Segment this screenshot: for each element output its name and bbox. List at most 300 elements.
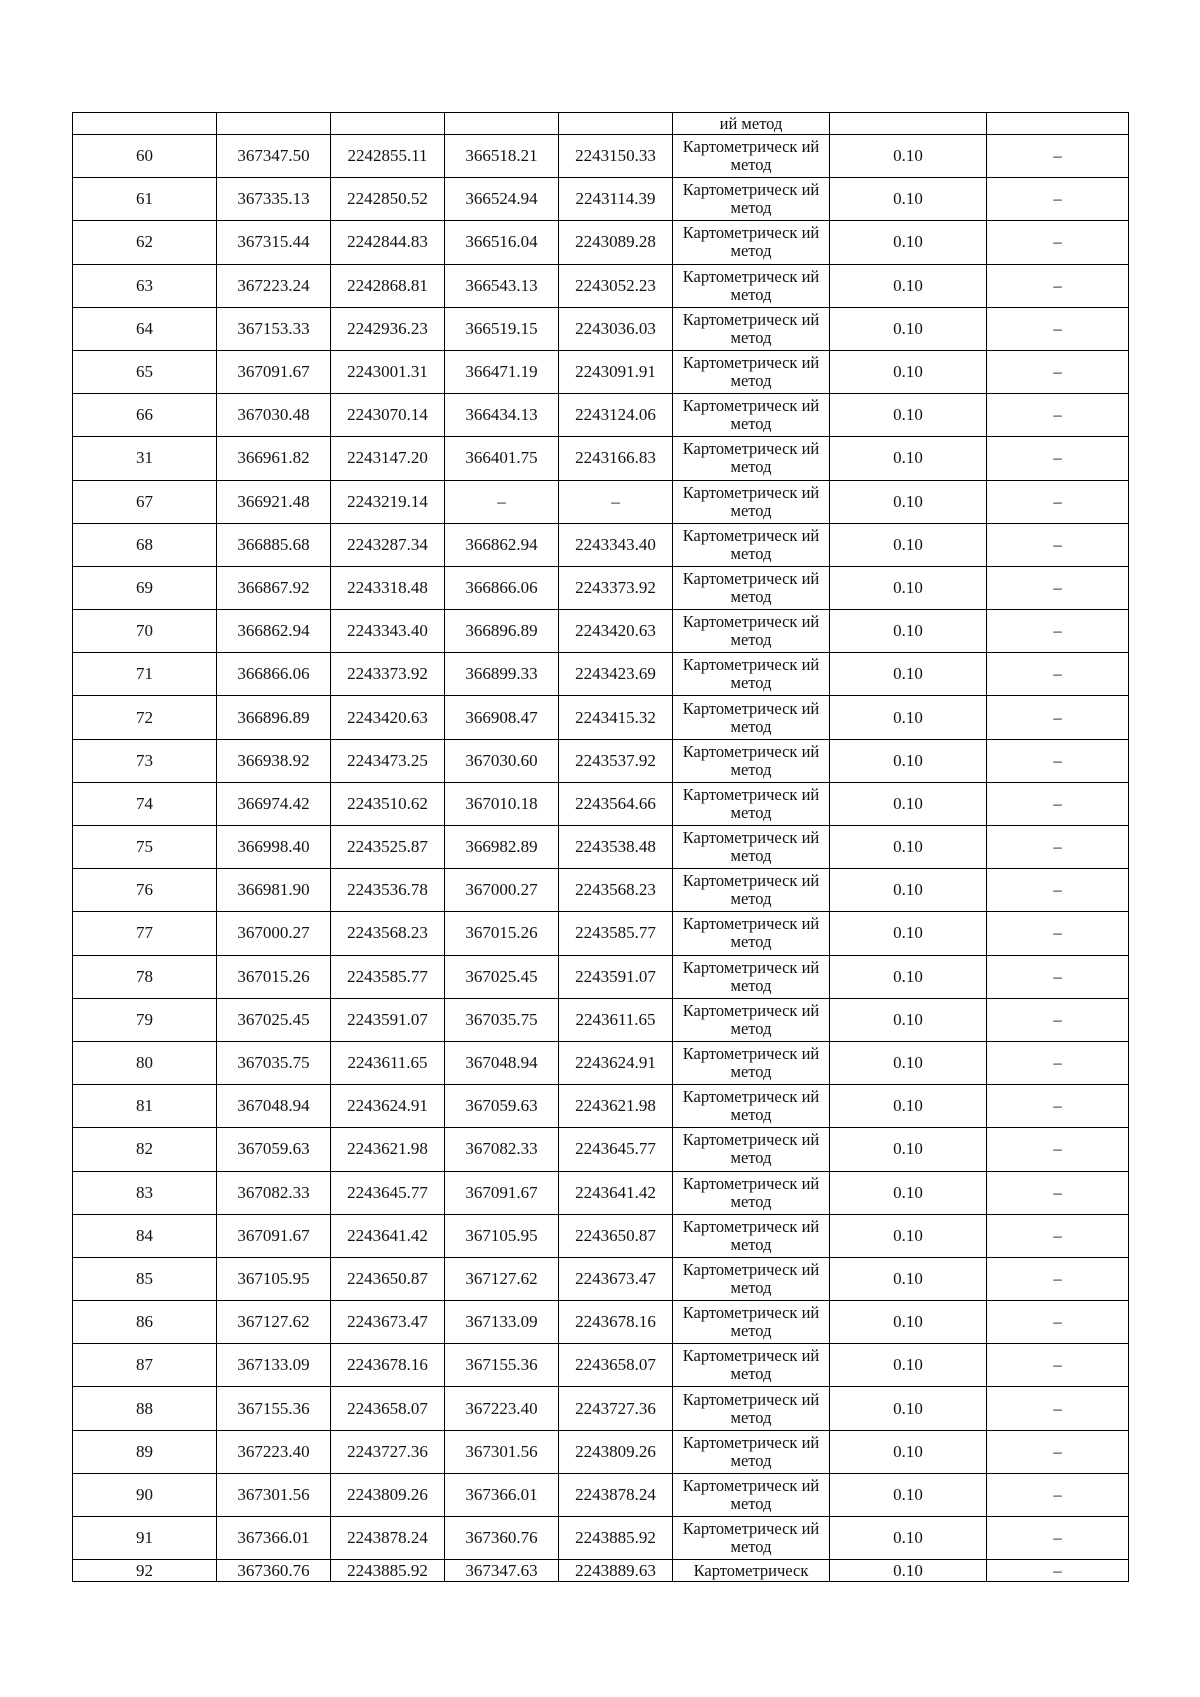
cell-y2: 2243114.39 — [559, 178, 673, 221]
cell-note: – — [987, 1517, 1129, 1560]
cell-x1: 367030.48 — [217, 394, 331, 437]
cell-y1: 2242936.23 — [331, 307, 445, 350]
table-row — [73, 610, 1129, 653]
cell-x1: 366885.68 — [217, 523, 331, 566]
cell-x2: 367127.62 — [445, 1257, 559, 1300]
cell-precision: 0.10 — [830, 566, 987, 609]
cell-x2: 367035.75 — [445, 998, 559, 1041]
cell-point: 69 — [73, 566, 217, 609]
cell-method: Картометрическ ий метод — [673, 350, 830, 393]
cell-x1: 367091.67 — [217, 1214, 331, 1257]
cell-x2: 366434.13 — [445, 394, 559, 437]
cell-point: 88 — [73, 1387, 217, 1430]
cell-y2: 2243678.16 — [559, 1301, 673, 1344]
cell-x1: 367000.27 — [217, 912, 331, 955]
table-row — [73, 912, 1129, 955]
cell-point: 70 — [73, 610, 217, 653]
cell-x2: 366471.19 — [445, 350, 559, 393]
cell-method: Картометрическ ий метод — [673, 1128, 830, 1171]
cell-x2: 366518.21 — [445, 135, 559, 178]
cell-y1: 2243885.92 — [331, 1560, 445, 1582]
cell-x2 — [445, 113, 559, 135]
cell-x1: 367223.40 — [217, 1430, 331, 1473]
cell-precision: 0.10 — [830, 1430, 987, 1473]
cell-point: 77 — [73, 912, 217, 955]
cell-x1: 367082.33 — [217, 1171, 331, 1214]
cell-y1: 2243473.25 — [331, 739, 445, 782]
cell-y1: 2242855.11 — [331, 135, 445, 178]
coordinates-table — [72, 112, 1129, 1582]
table-row — [73, 307, 1129, 350]
cell-y2: 2243166.83 — [559, 437, 673, 480]
cell-x1: 366974.42 — [217, 782, 331, 825]
cell-precision: 0.10 — [830, 437, 987, 480]
cell-precision: 0.10 — [830, 912, 987, 955]
cell-y2: 2243624.91 — [559, 1041, 673, 1084]
cell-note: – — [987, 998, 1129, 1041]
cell-point: 62 — [73, 221, 217, 264]
cell-method: Картометрическ ий метод — [673, 1517, 830, 1560]
cell-y2: 2243809.26 — [559, 1430, 673, 1473]
cell-y1: 2243147.20 — [331, 437, 445, 480]
cell-y1: 2243641.42 — [331, 1214, 445, 1257]
continuation-row — [73, 113, 1129, 135]
cell-x1: 366867.92 — [217, 566, 331, 609]
cell-x2: 366401.75 — [445, 437, 559, 480]
table-row — [73, 826, 1129, 869]
cell-note: – — [987, 1085, 1129, 1128]
cell-y1: 2242868.81 — [331, 264, 445, 307]
cell-y2: 2243537.92 — [559, 739, 673, 782]
cell-note: – — [987, 307, 1129, 350]
cell-point — [73, 113, 217, 135]
cell-method: Картометрическ ий метод — [673, 869, 830, 912]
cell-note: – — [987, 955, 1129, 998]
cell-x1: 366862.94 — [217, 610, 331, 653]
cell-x2: 366982.89 — [445, 826, 559, 869]
cell-x1: 367301.56 — [217, 1473, 331, 1516]
cell-x2: 366896.89 — [445, 610, 559, 653]
cell-point: 31 — [73, 437, 217, 480]
cell-point: 61 — [73, 178, 217, 221]
cell-y1: 2243287.34 — [331, 523, 445, 566]
cell-y2: 2243641.42 — [559, 1171, 673, 1214]
cell-precision: 0.10 — [830, 1301, 987, 1344]
cell-y1: 2243624.91 — [331, 1085, 445, 1128]
cell-y1: 2243650.87 — [331, 1257, 445, 1300]
cell-y1: 2243343.40 — [331, 610, 445, 653]
cell-method: Картометрическ ий метод — [673, 178, 830, 221]
cell-x2: 366516.04 — [445, 221, 559, 264]
cell-x2: 366866.06 — [445, 566, 559, 609]
cell-point: 76 — [73, 869, 217, 912]
cell-y1: 2243878.24 — [331, 1517, 445, 1560]
cell-precision: 0.10 — [830, 1473, 987, 1516]
cell-note: – — [987, 566, 1129, 609]
cell-y1: 2243568.23 — [331, 912, 445, 955]
cell-y1: 2243658.07 — [331, 1387, 445, 1430]
cell-precision: 0.10 — [830, 394, 987, 437]
cell-precision: 0.10 — [830, 178, 987, 221]
cell-x1: 367366.01 — [217, 1517, 331, 1560]
cell-y1: 2243373.92 — [331, 653, 445, 696]
table-row — [73, 437, 1129, 480]
cell-method: Картометрическ ий метод — [673, 1085, 830, 1128]
cell-y2: 2243036.03 — [559, 307, 673, 350]
cell-x1: 367315.44 — [217, 221, 331, 264]
cell-y1: 2243611.65 — [331, 1041, 445, 1084]
cell-method: Картометрическ ий метод — [673, 566, 830, 609]
cell-y2: 2243591.07 — [559, 955, 673, 998]
cell-x2: 367366.01 — [445, 1473, 559, 1516]
cell-y2: 2243878.24 — [559, 1473, 673, 1516]
cell-note: – — [987, 1041, 1129, 1084]
cell-y1: 2243727.36 — [331, 1430, 445, 1473]
cell-note: – — [987, 696, 1129, 739]
cell-note: – — [987, 480, 1129, 523]
cell-x2: 367105.95 — [445, 1214, 559, 1257]
cell-y2: 2243885.92 — [559, 1517, 673, 1560]
cell-y2: 2243124.06 — [559, 394, 673, 437]
cell-precision: 0.10 — [830, 350, 987, 393]
cell-point: 78 — [73, 955, 217, 998]
cell-x1: 367059.63 — [217, 1128, 331, 1171]
cell-precision: 0.10 — [830, 1041, 987, 1084]
cell-y2: 2243091.91 — [559, 350, 673, 393]
cell-precision: 0.10 — [830, 782, 987, 825]
table-body — [73, 113, 1129, 1582]
cell-note: – — [987, 523, 1129, 566]
cell-y2: 2243089.28 — [559, 221, 673, 264]
cell-point: 90 — [73, 1473, 217, 1516]
cell-x2: 366908.47 — [445, 696, 559, 739]
cell-method: Картометрическ ий метод — [673, 1387, 830, 1430]
cell-x1 — [217, 113, 331, 135]
cell-x1: 367091.67 — [217, 350, 331, 393]
cell-method: Картометрическ ий метод — [673, 826, 830, 869]
cell-method: Картометрическ ий метод — [673, 1041, 830, 1084]
table-row — [73, 696, 1129, 739]
cell-note: – — [987, 869, 1129, 912]
cell-precision: 0.10 — [830, 1517, 987, 1560]
table-row — [73, 178, 1129, 221]
cell-point: 85 — [73, 1257, 217, 1300]
table-row — [73, 1387, 1129, 1430]
cell-note: – — [987, 264, 1129, 307]
cell-note — [987, 113, 1129, 135]
cell-point: 74 — [73, 782, 217, 825]
cell-method: Картометрическ ий метод — [673, 1344, 830, 1387]
cell-method: ий метод — [673, 113, 830, 135]
cell-y2: 2243415.32 — [559, 696, 673, 739]
cell-y2: 2243568.23 — [559, 869, 673, 912]
cell-x1: 367127.62 — [217, 1301, 331, 1344]
cell-point: 91 — [73, 1517, 217, 1560]
cell-x2: 367091.67 — [445, 1171, 559, 1214]
cell-note: – — [987, 1387, 1129, 1430]
cell-precision: 0.10 — [830, 307, 987, 350]
table-row — [73, 955, 1129, 998]
table-row — [73, 1128, 1129, 1171]
cell-note: – — [987, 1301, 1129, 1344]
cell-note: – — [987, 1560, 1129, 1582]
table-row — [73, 782, 1129, 825]
cell-precision: 0.10 — [830, 1560, 987, 1582]
cell-y2: 2243423.69 — [559, 653, 673, 696]
cell-x2: 367030.60 — [445, 739, 559, 782]
cell-y2: 2243621.98 — [559, 1085, 673, 1128]
table-row — [73, 523, 1129, 566]
cell-method: Картометрическ ий метод — [673, 523, 830, 566]
cell-x1: 367048.94 — [217, 1085, 331, 1128]
cell-y1: 2243510.62 — [331, 782, 445, 825]
cell-x2: 367048.94 — [445, 1041, 559, 1084]
cell-x1: 366981.90 — [217, 869, 331, 912]
table-row — [73, 221, 1129, 264]
cell-precision: 0.10 — [830, 264, 987, 307]
cell-point: 68 — [73, 523, 217, 566]
cell-method: Картометрическ ий метод — [673, 653, 830, 696]
cell-method: Картометрическ ий метод — [673, 1301, 830, 1344]
cell-y1: 2243621.98 — [331, 1128, 445, 1171]
cell-y1: 2243525.87 — [331, 826, 445, 869]
cell-y2: 2243611.65 — [559, 998, 673, 1041]
cell-method: Картометрическ ий метод — [673, 955, 830, 998]
cell-note: – — [987, 782, 1129, 825]
cell-x2: 366519.15 — [445, 307, 559, 350]
cell-point: 66 — [73, 394, 217, 437]
cell-note: – — [987, 826, 1129, 869]
cell-y2: 2243727.36 — [559, 1387, 673, 1430]
cell-note: – — [987, 350, 1129, 393]
cell-x2: 367347.63 — [445, 1560, 559, 1582]
cell-note: – — [987, 653, 1129, 696]
cell-point: 72 — [73, 696, 217, 739]
cell-y2: – — [559, 480, 673, 523]
cell-y2: 2243585.77 — [559, 912, 673, 955]
cell-x2: 367155.36 — [445, 1344, 559, 1387]
cell-x1: 367360.76 — [217, 1560, 331, 1582]
cell-note: – — [987, 1257, 1129, 1300]
cell-y1: 2243585.77 — [331, 955, 445, 998]
cell-point: 73 — [73, 739, 217, 782]
cell-method: Картометрическ ий метод — [673, 1430, 830, 1473]
cell-method: Картометрическ ий метод — [673, 782, 830, 825]
table-row — [73, 1344, 1129, 1387]
table-row — [73, 998, 1129, 1041]
cell-y2: 2243052.23 — [559, 264, 673, 307]
cell-point: 60 — [73, 135, 217, 178]
cell-method: Картометрическ ий метод — [673, 998, 830, 1041]
table-row — [73, 653, 1129, 696]
cell-precision: 0.10 — [830, 998, 987, 1041]
table-row — [73, 1214, 1129, 1257]
cell-point: 92 — [73, 1560, 217, 1582]
cell-point: 63 — [73, 264, 217, 307]
cell-method: Картометрическ ий метод — [673, 394, 830, 437]
cell-x1: 366998.40 — [217, 826, 331, 869]
cell-point: 86 — [73, 1301, 217, 1344]
cell-note: – — [987, 221, 1129, 264]
cell-x2: 367059.63 — [445, 1085, 559, 1128]
cell-note: – — [987, 1214, 1129, 1257]
cell-y1: 2243809.26 — [331, 1473, 445, 1516]
cell-x1: 367347.50 — [217, 135, 331, 178]
table-row — [73, 1041, 1129, 1084]
cell-point: 75 — [73, 826, 217, 869]
cell-y2: 2243650.87 — [559, 1214, 673, 1257]
cell-point: 84 — [73, 1214, 217, 1257]
cell-precision: 0.10 — [830, 1387, 987, 1430]
cell-y1: 2243673.47 — [331, 1301, 445, 1344]
cell-x1: 367153.33 — [217, 307, 331, 350]
cell-y1: 2243678.16 — [331, 1344, 445, 1387]
cell-method: Картометрическ ий метод — [673, 912, 830, 955]
cell-x1: 366896.89 — [217, 696, 331, 739]
cell-x1: 367335.13 — [217, 178, 331, 221]
cell-precision — [830, 113, 987, 135]
cell-y1 — [331, 113, 445, 135]
table-row — [73, 869, 1129, 912]
cell-precision: 0.10 — [830, 653, 987, 696]
table-row — [73, 135, 1129, 178]
cell-precision: 0.10 — [830, 1214, 987, 1257]
cell-x2: 367301.56 — [445, 1430, 559, 1473]
cell-y2 — [559, 113, 673, 135]
table-row — [73, 566, 1129, 609]
table-row — [73, 1517, 1129, 1560]
table-row — [73, 480, 1129, 523]
cell-x2: – — [445, 480, 559, 523]
cell-y1: 2242844.83 — [331, 221, 445, 264]
cell-y2: 2243564.66 — [559, 782, 673, 825]
cell-y2: 2243538.48 — [559, 826, 673, 869]
cell-point: 67 — [73, 480, 217, 523]
cell-x2: 367360.76 — [445, 1517, 559, 1560]
cell-precision: 0.10 — [830, 696, 987, 739]
cell-method: Картометрическ ий метод — [673, 264, 830, 307]
cell-method: Картометрическ ий метод — [673, 1473, 830, 1516]
cell-x1: 366921.48 — [217, 480, 331, 523]
cell-precision: 0.10 — [830, 1128, 987, 1171]
cell-point: 87 — [73, 1344, 217, 1387]
cell-x2: 366524.94 — [445, 178, 559, 221]
cell-method: Картометрическ ий метод — [673, 135, 830, 178]
cell-x1: 366961.82 — [217, 437, 331, 480]
cell-x2: 367025.45 — [445, 955, 559, 998]
cell-method: Картометрическ ий метод — [673, 221, 830, 264]
cell-precision: 0.10 — [830, 523, 987, 566]
cell-note: – — [987, 610, 1129, 653]
cell-y2: 2243645.77 — [559, 1128, 673, 1171]
cell-point: 81 — [73, 1085, 217, 1128]
cell-y1: 2243219.14 — [331, 480, 445, 523]
cell-precision: 0.10 — [830, 869, 987, 912]
cell-y1: 2243318.48 — [331, 566, 445, 609]
table-row — [73, 1171, 1129, 1214]
cell-y1: 2243001.31 — [331, 350, 445, 393]
cell-point: 89 — [73, 1430, 217, 1473]
cell-y1: 2243536.78 — [331, 869, 445, 912]
table-row — [73, 1473, 1129, 1516]
cell-note: – — [987, 437, 1129, 480]
cell-x1: 367025.45 — [217, 998, 331, 1041]
cell-x2: 367010.18 — [445, 782, 559, 825]
cell-y2: 2243673.47 — [559, 1257, 673, 1300]
cell-method: Картометрическ ий метод — [673, 1257, 830, 1300]
cell-precision: 0.10 — [830, 1171, 987, 1214]
table-row — [73, 1085, 1129, 1128]
cell-x1: 367105.95 — [217, 1257, 331, 1300]
cell-method: Картометрическ ий метод — [673, 696, 830, 739]
cell-note: – — [987, 394, 1129, 437]
table-row — [73, 394, 1129, 437]
cell-y1: 2243645.77 — [331, 1171, 445, 1214]
cell-x2: 367133.09 — [445, 1301, 559, 1344]
table-row — [73, 1301, 1129, 1344]
cell-x2: 366543.13 — [445, 264, 559, 307]
cell-y2: 2243373.92 — [559, 566, 673, 609]
cell-note: – — [987, 1473, 1129, 1516]
cell-point: 71 — [73, 653, 217, 696]
cell-method: Картометрическ ий метод — [673, 437, 830, 480]
cell-y2: 2243420.63 — [559, 610, 673, 653]
cell-point: 65 — [73, 350, 217, 393]
cell-x1: 367133.09 — [217, 1344, 331, 1387]
cell-x1: 367155.36 — [217, 1387, 331, 1430]
cell-method: Картометрическ ий метод — [673, 739, 830, 782]
cell-precision: 0.10 — [830, 1257, 987, 1300]
cell-note: – — [987, 178, 1129, 221]
cell-y1: 2243070.14 — [331, 394, 445, 437]
cell-y1: 2243591.07 — [331, 998, 445, 1041]
cell-method: Картометрическ ий метод — [673, 480, 830, 523]
cell-method: Картометрическ ий метод — [673, 1171, 830, 1214]
table-row — [73, 264, 1129, 307]
cell-note: – — [987, 1171, 1129, 1214]
cell-point: 80 — [73, 1041, 217, 1084]
cell-note: – — [987, 912, 1129, 955]
cell-x2: 366862.94 — [445, 523, 559, 566]
cell-y1: 2242850.52 — [331, 178, 445, 221]
table-row — [73, 1430, 1129, 1473]
cell-point: 64 — [73, 307, 217, 350]
cell-precision: 0.10 — [830, 826, 987, 869]
cell-point: 82 — [73, 1128, 217, 1171]
cell-y2: 2243889.63 — [559, 1560, 673, 1582]
cell-precision: 0.10 — [830, 221, 987, 264]
cell-precision: 0.10 — [830, 955, 987, 998]
cell-x2: 367000.27 — [445, 869, 559, 912]
cell-x1: 366866.06 — [217, 653, 331, 696]
cell-precision: 0.10 — [830, 480, 987, 523]
cell-precision: 0.10 — [830, 1085, 987, 1128]
table-row — [73, 1560, 1129, 1582]
cell-note: – — [987, 739, 1129, 782]
cell-x2: 367223.40 — [445, 1387, 559, 1430]
cell-y2: 2243343.40 — [559, 523, 673, 566]
table-row — [73, 1257, 1129, 1300]
cell-precision: 0.10 — [830, 610, 987, 653]
cell-y2: 2243658.07 — [559, 1344, 673, 1387]
cell-point: 83 — [73, 1171, 217, 1214]
cell-x1: 367035.75 — [217, 1041, 331, 1084]
cell-precision: 0.10 — [830, 1344, 987, 1387]
cell-y1: 2243420.63 — [331, 696, 445, 739]
cell-note: – — [987, 1430, 1129, 1473]
table-row — [73, 350, 1129, 393]
cell-note: – — [987, 135, 1129, 178]
